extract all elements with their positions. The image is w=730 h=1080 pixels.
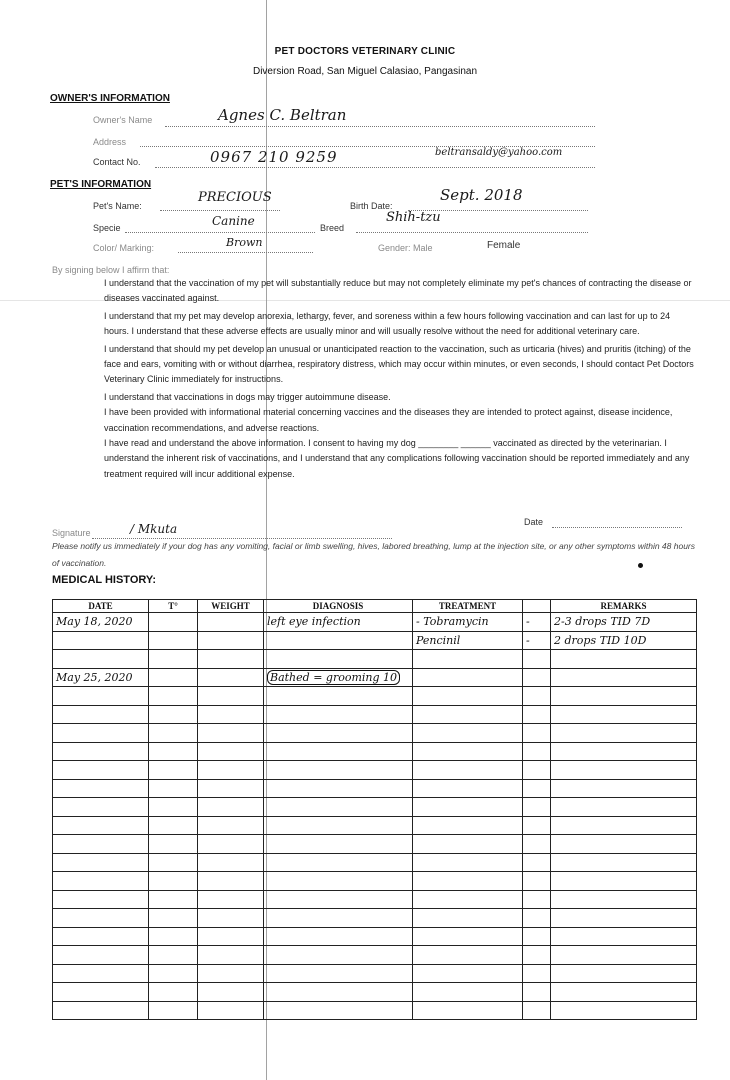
table-cell [198, 761, 264, 780]
table-cell [551, 983, 697, 1002]
table-cell [53, 872, 149, 891]
table-cell [523, 927, 551, 946]
table-row [53, 687, 697, 706]
table-row [53, 853, 697, 872]
table-cell [413, 798, 523, 817]
table-cell [264, 742, 413, 761]
specie-label: Specie [93, 223, 121, 233]
table-cell [413, 1001, 523, 1020]
consent-p2: I understand that my pet may develop anorexia, lethargy, fever, and soreness within a few hours following vaccination and can last for up to 24 hours. I understand that these adverse effects are usually minor and will usually resolve without the need for additional veterinary care. [104, 310, 671, 337]
table-cell [264, 705, 413, 724]
color-label: Color/ Marking: [93, 243, 155, 253]
table-cell [149, 798, 198, 817]
table-cell [523, 946, 551, 965]
clinic-address: Diversion Road, San Miguel Calasiao, Pangasinan [252, 66, 478, 77]
table-cell [53, 927, 149, 946]
table-cell [53, 835, 149, 854]
table-cell [149, 779, 198, 798]
cell-text: - Tobramycin [416, 615, 489, 629]
owner-name-value: Agnes C. Beltran [218, 106, 347, 124]
table-cell [413, 816, 523, 835]
table-cell [551, 631, 697, 650]
contact-line [155, 167, 595, 168]
table-cell [413, 687, 523, 706]
table-cell [198, 705, 264, 724]
table-cell [264, 983, 413, 1002]
table-cell [149, 983, 198, 1002]
signature-label: Signature [52, 528, 91, 538]
table-cell [523, 890, 551, 909]
table-cell [149, 927, 198, 946]
table-cell [53, 761, 149, 780]
table-cell [551, 687, 697, 706]
table-cell [523, 761, 551, 780]
table-cell [198, 853, 264, 872]
specie-value: Canine [212, 214, 255, 228]
signature-mark: / Mkuta [130, 522, 178, 536]
table-cell [149, 650, 198, 669]
table-cell [523, 779, 551, 798]
cell-text: Bathed = grooming 10 [267, 670, 400, 685]
contact-value: 0967 210 9259 [210, 148, 338, 166]
table-cell [264, 909, 413, 928]
specie-line [125, 232, 315, 233]
col-remarks: REMARKS [551, 600, 697, 613]
owner-name-line [165, 126, 595, 127]
table-cell [53, 890, 149, 909]
table-cell [413, 724, 523, 743]
table-cell [198, 983, 264, 1002]
table-cell [149, 909, 198, 928]
table-cell [551, 853, 697, 872]
table-cell [149, 872, 198, 891]
table-cell [523, 872, 551, 891]
table-cell [523, 1001, 551, 1020]
table-cell [198, 613, 264, 632]
table-cell [53, 798, 149, 817]
table-cell [264, 964, 413, 983]
table-cell [53, 946, 149, 965]
table-cell [149, 761, 198, 780]
table-cell [523, 798, 551, 817]
table-cell [149, 816, 198, 835]
table-cell [551, 1001, 697, 1020]
table-row [53, 798, 697, 817]
table-cell [413, 761, 523, 780]
table-cell [413, 742, 523, 761]
cell-text: - [526, 633, 530, 647]
table-cell [551, 890, 697, 909]
medical-history-body [53, 613, 697, 1020]
table-cell [413, 668, 523, 687]
date-label: Date [524, 517, 544, 527]
table-cell [413, 613, 523, 632]
table-cell [53, 631, 149, 650]
table-cell [264, 687, 413, 706]
table-cell [198, 964, 264, 983]
table-cell [551, 909, 697, 928]
table-row [53, 742, 697, 761]
breed-label: Breed [320, 223, 345, 233]
table-cell [53, 650, 149, 669]
notice-text: Please notify us immediately if your dog has any vomiting, facial or limb swelling, hives, labored breathing, lump at the injection site, or any other symptoms within 48 hours of vaccination. [52, 541, 696, 568]
table-cell [523, 668, 551, 687]
cell-text: - [526, 615, 530, 629]
table-cell [523, 650, 551, 669]
table-cell [198, 872, 264, 891]
table-cell [149, 853, 198, 872]
col-treatment: TREATMENT [413, 600, 523, 613]
table-cell [53, 816, 149, 835]
table-cell [149, 705, 198, 724]
pet-name-value: PRECIOUS [198, 190, 272, 205]
table-row [53, 761, 697, 780]
table-cell [53, 742, 149, 761]
table-cell [523, 964, 551, 983]
table-cell [53, 705, 149, 724]
gender-label: Gender: Male [378, 243, 433, 253]
table-cell [264, 1001, 413, 1020]
table-cell [198, 724, 264, 743]
table-cell [264, 872, 413, 891]
table-cell [53, 1001, 149, 1020]
consent-p6: I have read and understand the above information. I consent to having my dog ________ ______ vaccinated as directed by the veterinarian. I understand the inherent risk of vaccinations, and I understand that any complications following vaccination should be reported immediately and any treatment required will incur additional expense. [104, 438, 690, 479]
table-cell [264, 853, 413, 872]
table-cell [53, 724, 149, 743]
table-cell [551, 742, 697, 761]
bullet-mark [638, 563, 643, 568]
table-row [53, 983, 697, 1002]
date-line [552, 527, 682, 528]
table-cell [523, 816, 551, 835]
birth-date-label: Birth Date: [350, 201, 393, 211]
table-cell [264, 668, 413, 687]
table-cell [523, 724, 551, 743]
table-cell [264, 613, 413, 632]
owner-section-title: OWNER'S INFORMATION [50, 93, 170, 104]
table-cell [198, 835, 264, 854]
table-cell [198, 1001, 264, 1020]
cell-text: 2-3 drops TID 7D [554, 615, 651, 629]
table-cell [149, 946, 198, 965]
table-cell [413, 946, 523, 965]
table-cell [264, 816, 413, 835]
table-row [53, 650, 697, 669]
table-cell [264, 946, 413, 965]
table-cell [149, 631, 198, 650]
table-cell [264, 761, 413, 780]
table-cell [53, 779, 149, 798]
table-cell [264, 650, 413, 669]
table-cell [413, 631, 523, 650]
table-cell [551, 798, 697, 817]
cell-text: 2 drops TID 10D [554, 633, 647, 647]
owner-email-value: beltransaldy@yahoo.com [435, 147, 563, 158]
table-cell [149, 1001, 198, 1020]
col-date: DATE [53, 600, 149, 613]
cell-text: May 18, 2020 [56, 615, 133, 629]
col-diagnosis: DIAGNOSIS [264, 600, 413, 613]
table-cell [198, 779, 264, 798]
table-cell [413, 650, 523, 669]
consent-intro: By signing below I affirm that: [52, 265, 170, 275]
table-cell [149, 724, 198, 743]
table-cell [198, 668, 264, 687]
table-row [53, 927, 697, 946]
table-cell [264, 724, 413, 743]
col-weight: WEIGHT [198, 600, 264, 613]
table-cell [264, 890, 413, 909]
table-row [53, 1001, 697, 1020]
consent-p1: I understand that the vaccination of my pet will substantially reduce but may not completely eliminate my pet's chances of contracting the disease or diseases vaccinated against. [104, 278, 692, 304]
table-cell [149, 668, 198, 687]
table-row [53, 724, 697, 743]
table-row [53, 890, 697, 909]
table-cell [551, 835, 697, 854]
clinic-name: PET DOCTORS VETERINARY CLINIC [274, 46, 456, 57]
col-blank [523, 600, 551, 613]
table-cell [149, 964, 198, 983]
gender-value: Female [487, 240, 521, 251]
color-value: Brown [226, 236, 263, 249]
table-row [53, 909, 697, 928]
owner-name-label: Owner's Name [93, 115, 153, 125]
table-cell [413, 779, 523, 798]
table-cell [264, 927, 413, 946]
table-cell [551, 779, 697, 798]
table-cell [413, 909, 523, 928]
table-cell [198, 631, 264, 650]
cell-text: May 25, 2020 [56, 670, 133, 684]
table-cell [523, 687, 551, 706]
table-row [53, 964, 697, 983]
table-row [53, 613, 697, 632]
table-cell [53, 687, 149, 706]
table-cell [523, 705, 551, 724]
table-cell [198, 909, 264, 928]
table-cell [198, 687, 264, 706]
table-cell [149, 742, 198, 761]
table-cell [523, 613, 551, 632]
table-cell [53, 964, 149, 983]
owner-address-label: Address [93, 137, 127, 147]
table-cell [523, 853, 551, 872]
table-cell [413, 964, 523, 983]
table-row [53, 779, 697, 798]
pet-name-label: Pet's Name: [93, 201, 142, 211]
table-cell [264, 631, 413, 650]
table-cell [149, 687, 198, 706]
table-cell [264, 835, 413, 854]
breed-value: Shih-tzu [386, 210, 441, 225]
col-temp: T° [149, 600, 198, 613]
table-cell [198, 798, 264, 817]
table-cell [551, 964, 697, 983]
pet-name-line [160, 210, 280, 211]
table-cell [198, 946, 264, 965]
table-cell [53, 613, 149, 632]
table-cell [413, 853, 523, 872]
table-cell [198, 816, 264, 835]
cell-text: Pencinil [416, 633, 461, 647]
table-cell [523, 742, 551, 761]
table-row [53, 816, 697, 835]
table-cell [523, 631, 551, 650]
table-cell [413, 872, 523, 891]
table-cell [551, 872, 697, 891]
table-cell [53, 853, 149, 872]
table-row [53, 946, 697, 965]
table-cell [413, 890, 523, 909]
table-cell [149, 613, 198, 632]
cell-text: left eye infection [267, 615, 361, 629]
consent-paragraphs [52, 276, 696, 482]
pet-section-title: PET'S INFORMATION [50, 179, 152, 190]
table-cell [198, 927, 264, 946]
consent-p3: I understand that should my pet develop an unusual or unanticipated reaction to the vaccination, such as urticaria (hives) and pruritis (itching) of the face and ears, vomiting with or without diarrhea, respiratory distress, which may occur within minutes, or even seconds, I should contact Pet Doctors Veterinary Clinic immediately for instructions. [104, 343, 694, 385]
table-cell [523, 835, 551, 854]
table-row [53, 668, 697, 687]
consent-p4: I understand that vaccinations in dogs may trigger autoimmune disease. [104, 391, 391, 402]
table-row [53, 705, 697, 724]
table-cell [53, 983, 149, 1002]
table-cell [198, 742, 264, 761]
consent-p5: I have been provided with informational material concerning vaccines and the diseases they are intended to protect against, disease incidence, vaccination recommendations, and adverse reactions. [104, 407, 673, 433]
table-cell [523, 909, 551, 928]
table-cell [413, 927, 523, 946]
table-cell [53, 909, 149, 928]
birth-date-value: Sept. 2018 [440, 186, 523, 204]
breed-line [356, 232, 588, 233]
table-cell [551, 705, 697, 724]
table-cell [551, 724, 697, 743]
table-row [53, 872, 697, 891]
table-cell [149, 835, 198, 854]
table-cell [413, 705, 523, 724]
table-cell [264, 779, 413, 798]
table-cell [149, 890, 198, 909]
table-cell [413, 835, 523, 854]
table-cell [551, 927, 697, 946]
color-line [178, 252, 313, 253]
medical-history-table [52, 599, 697, 1020]
table-cell [198, 650, 264, 669]
medical-history-title: MEDICAL HISTORY: [52, 574, 157, 586]
table-cell [413, 983, 523, 1002]
table-cell [551, 816, 697, 835]
table-cell [551, 650, 697, 669]
table-row [53, 631, 697, 650]
table-cell [551, 613, 697, 632]
contact-label: Contact No. [93, 157, 141, 167]
table-cell [523, 983, 551, 1002]
table-cell [264, 798, 413, 817]
table-row [53, 835, 697, 854]
table-cell [551, 946, 697, 965]
table-cell [551, 761, 697, 780]
table-cell [198, 890, 264, 909]
table-cell [53, 668, 149, 687]
table-cell [551, 668, 697, 687]
